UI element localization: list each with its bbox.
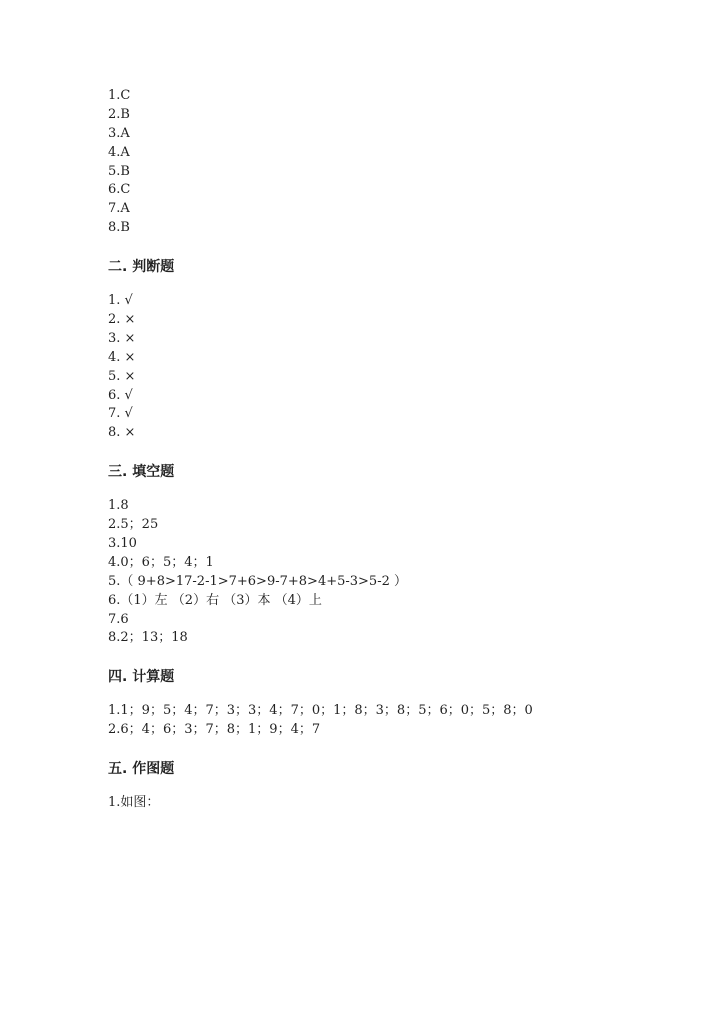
answer-line: 2.B <box>108 106 130 122</box>
answer-line: 2.6；4；6；3；7；8；1；9；4；7 <box>108 722 321 738</box>
answer-key-page <box>108 87 668 813</box>
answer-line: 8. × <box>108 425 136 441</box>
answer-line: 7. √ <box>108 406 133 422</box>
answer-line: 4. × <box>108 349 136 365</box>
answer-line: 5.B <box>108 163 130 179</box>
answer-line: 3.10 <box>108 536 137 552</box>
section-fill-in-answers <box>108 497 668 648</box>
answer-line: 5. × <box>108 368 136 384</box>
answer-line: 1.如图： <box>108 795 160 811</box>
section-title-calculation: 四. 计算题 <box>108 669 175 686</box>
section-title-true-false: 二. 判断题 <box>108 259 175 276</box>
section-title-drawing: 五. 作图题 <box>108 761 175 778</box>
section-calculation-answers <box>108 702 668 740</box>
answer-line: 1. √ <box>108 293 133 309</box>
answer-line: 2. × <box>108 312 136 328</box>
answer-line: 7.6 <box>108 611 129 627</box>
section-choice-answers <box>108 87 668 238</box>
section-drawing-answers <box>108 794 668 813</box>
answer-line: 4.0；6；5；4；1 <box>108 554 214 570</box>
answer-line: 8.2；13；18 <box>108 630 188 646</box>
answer-line: 1.C <box>108 88 131 103</box>
section-true-false-answers <box>108 292 668 443</box>
answer-line: 5.（ 9+8>17-2-1>7+6>9-7+8>4+5-3>5-2 ） <box>108 573 407 589</box>
section-title-fill-in: 三. 填空题 <box>108 464 175 481</box>
answer-line: 6. √ <box>108 387 133 403</box>
answer-line: 6.（1）左 （2）右 （3）本 （4）上 <box>108 592 322 608</box>
answer-line: 1.8 <box>108 498 129 514</box>
answer-line: 7.A <box>108 201 130 217</box>
answer-line: 2.5；25 <box>108 517 159 533</box>
answer-line: 8.B <box>108 220 130 236</box>
answer-line: 3.A <box>108 125 130 141</box>
answer-line: 6.C <box>108 182 131 198</box>
answer-line: 1.1；9；5；4；7；3；3；4；7；0；1；8；3；8；5；6；0；5；8；0 <box>108 703 533 719</box>
answer-line: 4.A <box>108 144 130 160</box>
answer-line: 3. × <box>108 330 136 346</box>
